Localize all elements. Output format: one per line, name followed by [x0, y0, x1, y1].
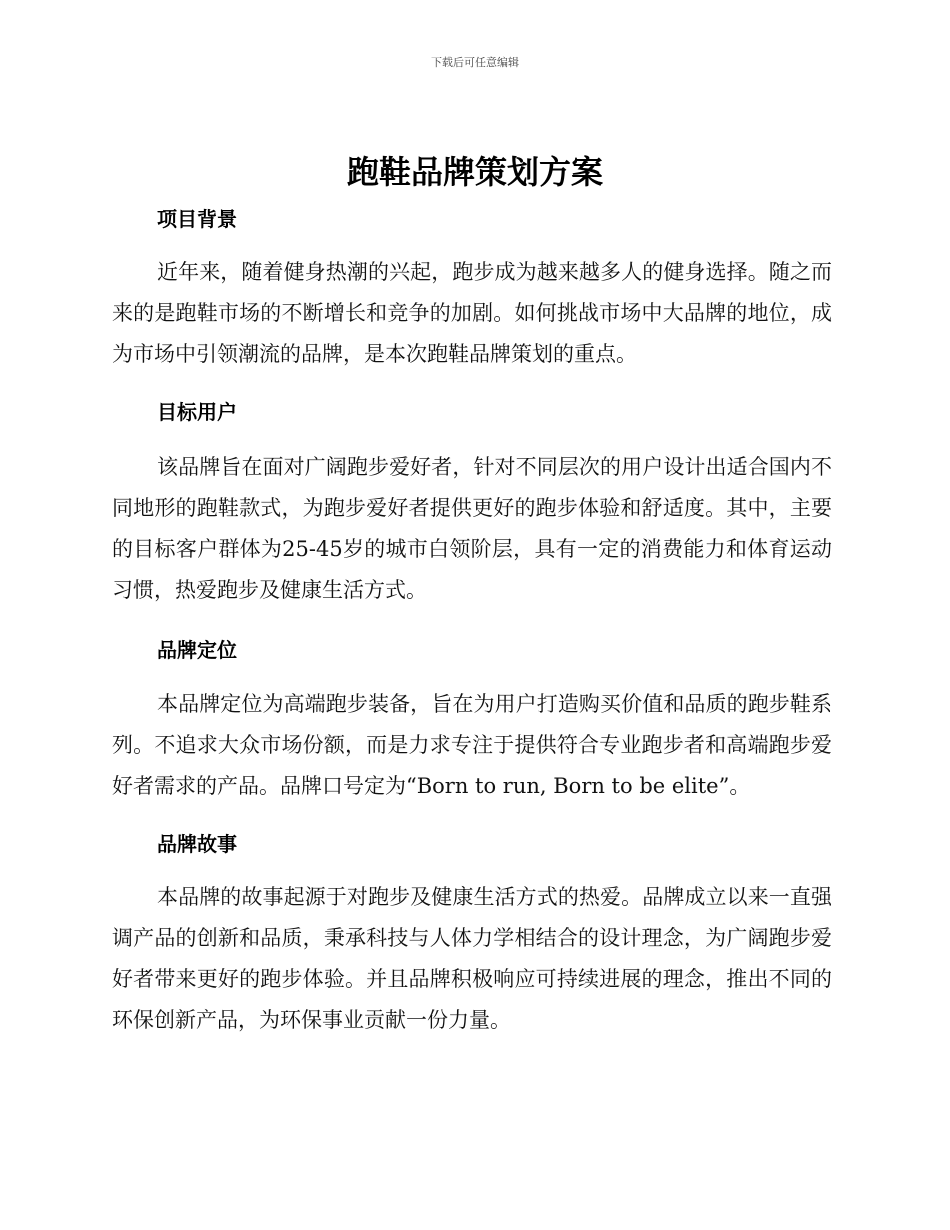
section-heading-brand-story: 品牌故事	[157, 832, 237, 856]
section-heading-brand-positioning: 品牌定位	[157, 638, 237, 662]
section-body-background: 近年来，随着健身热潮的兴起，跑步成为越来越多人的健身选择。随之而来的是跑鞋市场的不断增长和竞争的加剧。如何挑战市场中大品牌的地位，成为市场中引领潮流的品牌，是本次跑鞋品牌策划的重点。	[112, 260, 832, 366]
section-body-brand-positioning: 本品牌定位为高端跑步装备，旨在为用户打造购买价值和品质的跑步鞋系列。不追求大众市场份额，而是力求专注于提供符合专业跑步者和高端跑步爱好者需求的产品。品牌口号定为“Born to run, Born to be elite”。	[112, 692, 832, 798]
section-body-target-users: 该品牌旨在面对广阔跑步爱好者，针对不同层次的用户设计出适合国内不同地形的跑鞋款式，为跑步爱好者提供更好的跑步体验和舒适度。其中，主要的目标客户群体为25-45岁的城市白领阶层，具有一定的消费能力和体育运动习惯，热爱跑步及健康生活方式。	[112, 455, 832, 602]
section-heading-background: 项目背景	[157, 207, 237, 231]
document-title: 跑鞋品牌策划方案	[346, 153, 603, 191]
section-heading-target-users: 目标用户	[157, 400, 237, 424]
header-note: 下载后可任意编辑	[431, 56, 519, 69]
section-body-brand-story: 本品牌的故事起源于对跑步及健康生活方式的热爱。品牌成立以来一直强调产品的创新和品质，秉承科技与人体力学相结合的设计理念，为广阔跑步爱好者带来更好的跑步体验。并且品牌积极响应可持续进展的理念，推出不同的环保创新产品，为环保事业贡献一份力量。	[112, 885, 832, 1032]
